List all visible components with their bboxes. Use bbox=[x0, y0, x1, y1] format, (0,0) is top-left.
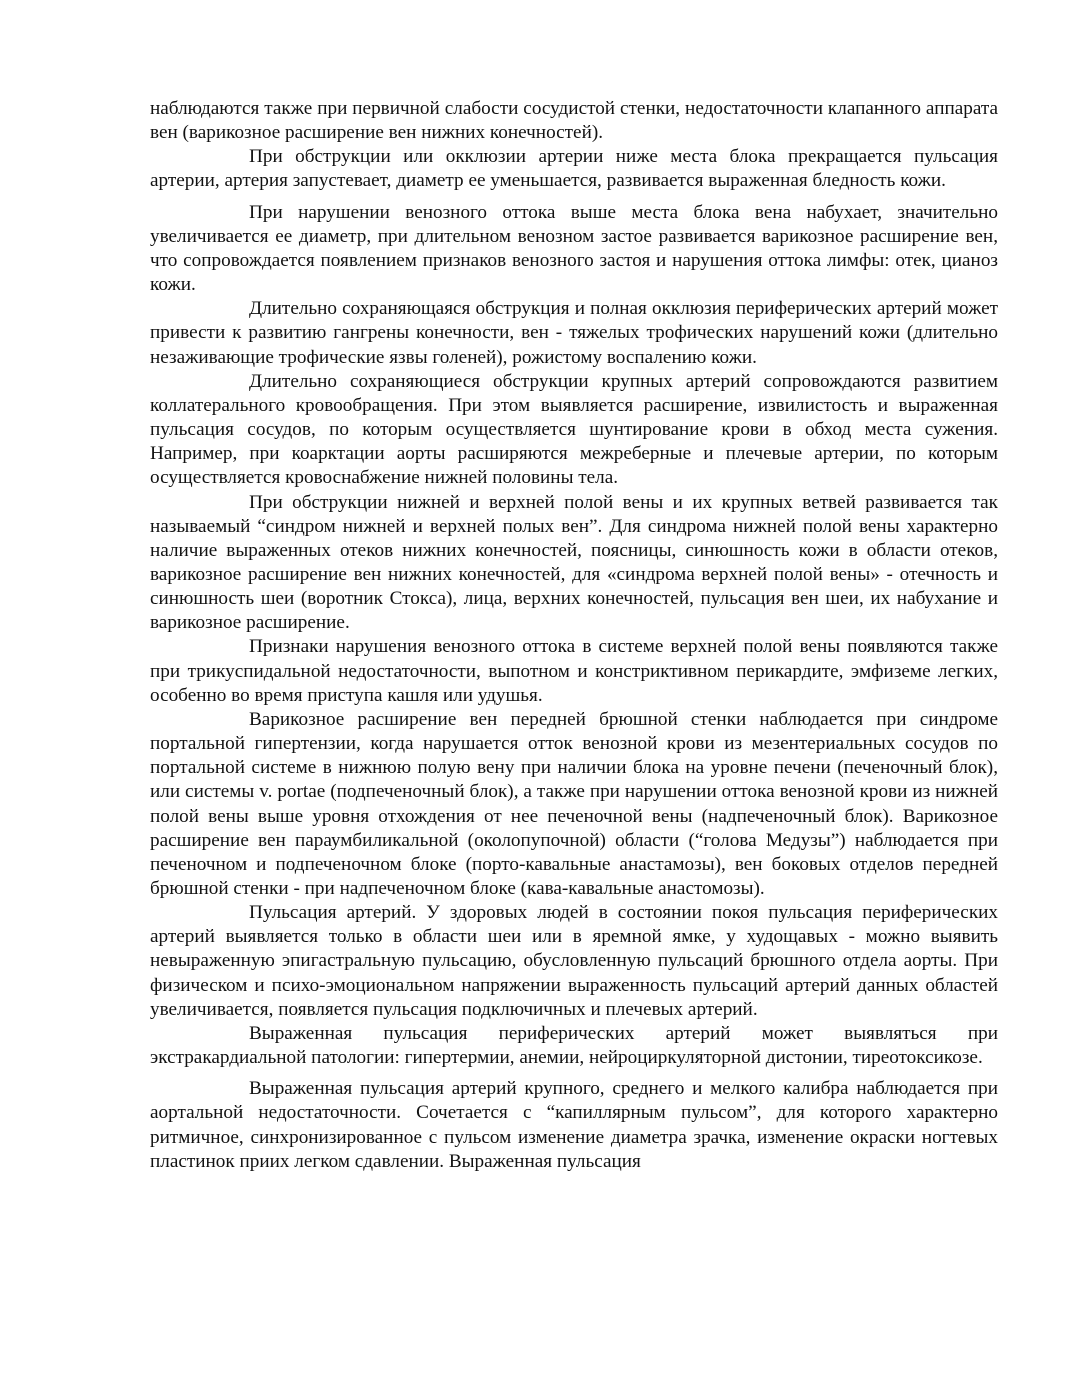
document-page bbox=[150, 97, 998, 1174]
paragraph-6: При обструкции нижней и верхней полой вены и их крупных ветвей развивается так называемый “синдром нижней и верхней полых вен”. Для синдрома нижней полой вены характерно наличие выраженных отеков нижних конечностей, поясницы, синюшность кожи в области отеков, варикозное расширение вен нижних конечностей, для «синдрома верхней полой вены» - отечность и синюшность шеи (воротник Стокса), лица, верхних конечностей, пульсация вен шеи, их набухание и варикозное расширение. bbox=[150, 491, 998, 634]
paragraph-1: наблюдаются также при первичной слабости сосудистой стенки, недостаточности клапанного аппарата вен (варикозное расширение вен нижних конечностей). bbox=[150, 98, 998, 144]
paragraph-8: Варикозное расширение вен передней брюшной стенки наблюдается при синдроме портальной гипертензии, когда нарушается отток венозной крови из мезентериальных сосудов по портальной системе в нижнюю полую вену при наличии блока на уровне печени (печеночный блок), или системы v. portae (подпеченочный блок), а также при нарушении оттока венозной крови из нижней полой вены выше уровня отхождения от нее печеночной вены (надпеченочный блок). Варикозное расширение вен параумбиликальной (околопупочной) области (“голова Медузы”) наблюдается при печеночном и подпеченочном блоке (порто-кавальные анастамозы), вен боковых отделов передней брюшной стенки - при надпеченочном блоке (кава-кавальные анастомозы). bbox=[150, 708, 998, 899]
paragraph-5: Длительно сохраняющиеся обструкции крупных артерий сопровождаются развитием коллатерального кровообращения. При этом выявляется расширение, извилистость и выраженная пульсация сосудов, по которым осуществляется шунтирование крови в обход места сужения. Например, при коарктации аорты расширяются межреберные и плечевые артерии, по которым осуществляется кровоснабжение нижней половины тела. bbox=[150, 370, 998, 489]
paragraph-11: Выраженная пульсация артерий крупного, среднего и мелкого калибра наблюдается при аортальной недостаточности. Сочетается с “капиллярным пульсом”, для которого характерно ритмичное, синхронизированное с пульсом изменение диаметра зрачка, изменение окраски ногтевых пластинок приих легком сдавлении. Выраженная пульсация bbox=[150, 1078, 998, 1172]
paragraph-7: Признаки нарушения венозного оттока в системе верхней полой вены появляются также при трикуспидальной недостаточности, выпотном и констриктивном перикардите, эмфиземе легких, особенно во время приступа кашля или удушья. bbox=[150, 636, 998, 706]
paragraph-3: При нарушении венозного оттока выше места блока вена набухает, значительно увеличивается ее диаметр, при длительном венозном застое развивается варикозное расширение вен, что сопровождается появлением признаков венозного застоя и нарушения оттока лимфы: отек, цианоз кожи. bbox=[150, 201, 998, 296]
paragraph-9: Пульсация артерий. У здоровых людей в состоянии покоя пульсация периферических артерий выявляется только в области шеи или в яремной ямке, у худощавых - можно выявить невыраженную эпигастральную пульсацию, обусловленную пульсаций брюшного отдела аорты. При физическом и психо-эмоциональном напряжении выраженность пульсаций артерий данных областей увеличивается, появляется пульсация подключичных и плечевых артерий. bbox=[150, 902, 998, 1020]
paragraph-4: Длительно сохраняющаяся обструкция и полная окклюзия периферических артерий может привести к развитию гангрены конечности, вен - тяжелых трофических нарушений кожи (длительно незаживающие трофические язвы голеней), рожистому воспалению кожи. bbox=[150, 298, 998, 368]
paragraph-10: Выраженная пульсация периферических артерий может выявляться при экстракардиальной патологии: гипертермии, анемии, нейроциркуляторной дистонии, тиреотоксикозе. bbox=[150, 1022, 998, 1069]
paragraph-2: При обструкции или окклюзии артерии ниже места блока прекращается пульсация артерии, артерия запустевает, диаметр ее уменьшается, развивается выраженная бледность кожи. bbox=[150, 146, 998, 192]
